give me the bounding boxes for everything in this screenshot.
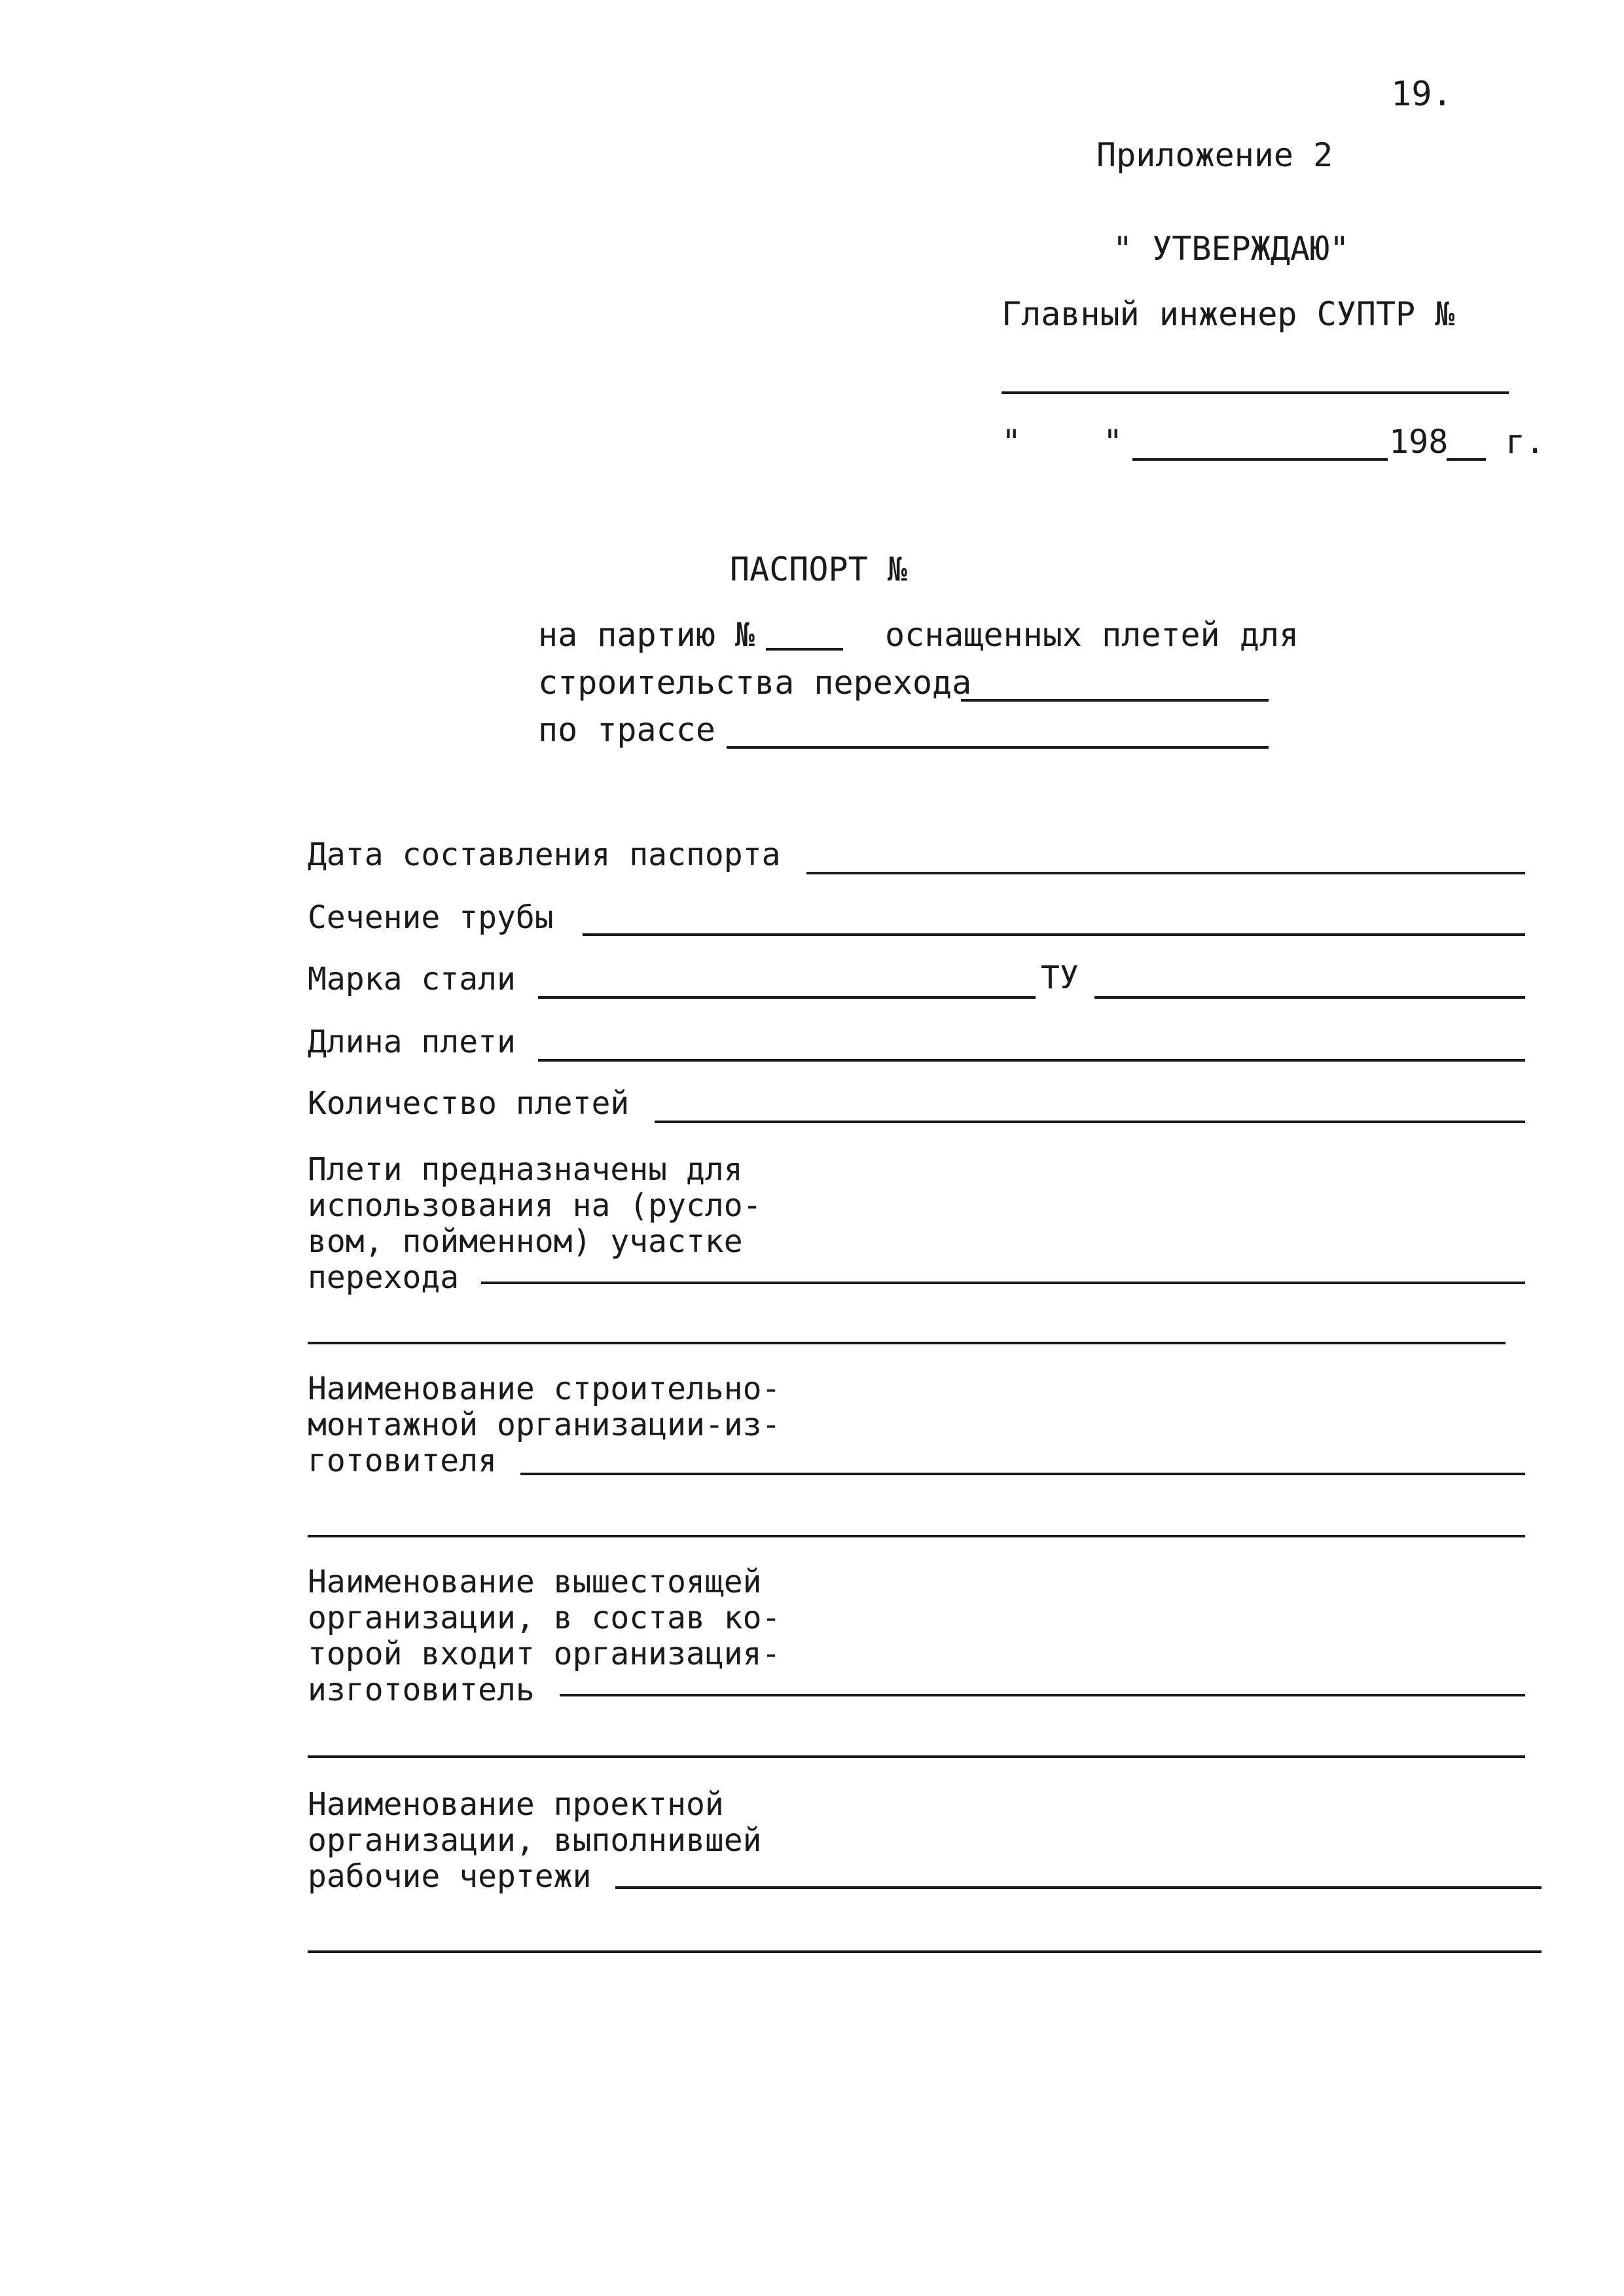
field-label-length: Длина плети — [308, 1024, 516, 1060]
field-label-count: Количество плетей — [308, 1085, 630, 1122]
field-line-parent-org[interactable] — [560, 1694, 1525, 1696]
field-line-section[interactable] — [583, 933, 1525, 936]
batch-number-line[interactable] — [766, 648, 843, 651]
year-line[interactable] — [1447, 458, 1486, 461]
batch-label: на партию № — [538, 616, 755, 654]
route-label: по трассе — [538, 711, 715, 749]
approval-heading: " УТВЕРЖДАЮ" — [1113, 230, 1350, 268]
field-line-purpose-2[interactable] — [308, 1342, 1506, 1344]
date-quote-open: " — [1001, 423, 1022, 461]
field-line-count[interactable] — [655, 1121, 1525, 1123]
field-line-manufacturer[interactable] — [520, 1473, 1525, 1475]
field-label-section: Сечение трубы — [308, 899, 554, 936]
page-number: 19. — [1391, 75, 1453, 114]
route-line[interactable] — [727, 746, 1269, 749]
signature-line[interactable] — [1001, 391, 1509, 394]
field-label-steel: Марка стали — [308, 961, 516, 997]
field-label-manufacturer: Наименование строительно- монтажной организации-из- готовителя — [308, 1371, 781, 1479]
year-suffix: г. — [1506, 423, 1545, 461]
field-label-tu: ТУ — [1041, 960, 1079, 996]
field-line-steel[interactable] — [538, 996, 1036, 999]
appendix-label: Приложение 2 — [1096, 136, 1333, 174]
field-line-purpose[interactable] — [481, 1282, 1525, 1284]
field-line-design-org[interactable] — [615, 1886, 1542, 1889]
field-label-design-org: Наименование проектной организации, выполнившей рабочие чертежи — [308, 1786, 762, 1895]
field-line-design-org-2[interactable] — [308, 1950, 1542, 1953]
field-line-length[interactable] — [538, 1059, 1525, 1062]
field-label-parent-org: Наименование вышестоящей организации, в состав ко- торой входит организация- изготовитель — [308, 1564, 781, 1708]
field-label-purpose: Плети предназначены для использования на (русло- вом, пойменном) участке перехода — [308, 1151, 762, 1296]
field-line-tu[interactable] — [1094, 996, 1525, 999]
field-line-manufacturer-2[interactable] — [308, 1535, 1525, 1537]
field-label-date: Дата составления паспорта — [308, 836, 781, 873]
date-quote-close: " — [1103, 423, 1123, 461]
date-month-line[interactable] — [1132, 458, 1388, 461]
passport-title: ПАСПОРТ № — [730, 550, 907, 588]
field-line-parent-org-2[interactable] — [308, 1755, 1525, 1758]
crossing-label: строительства перехода — [538, 664, 972, 702]
crossing-line[interactable] — [961, 699, 1269, 702]
chief-engineer-label: Главный инженер СУПТР № — [1001, 295, 1455, 333]
batch-description: оснащенных плетей для — [885, 616, 1299, 654]
field-line-date[interactable] — [806, 872, 1525, 874]
year-prefix: 198 — [1389, 423, 1449, 461]
